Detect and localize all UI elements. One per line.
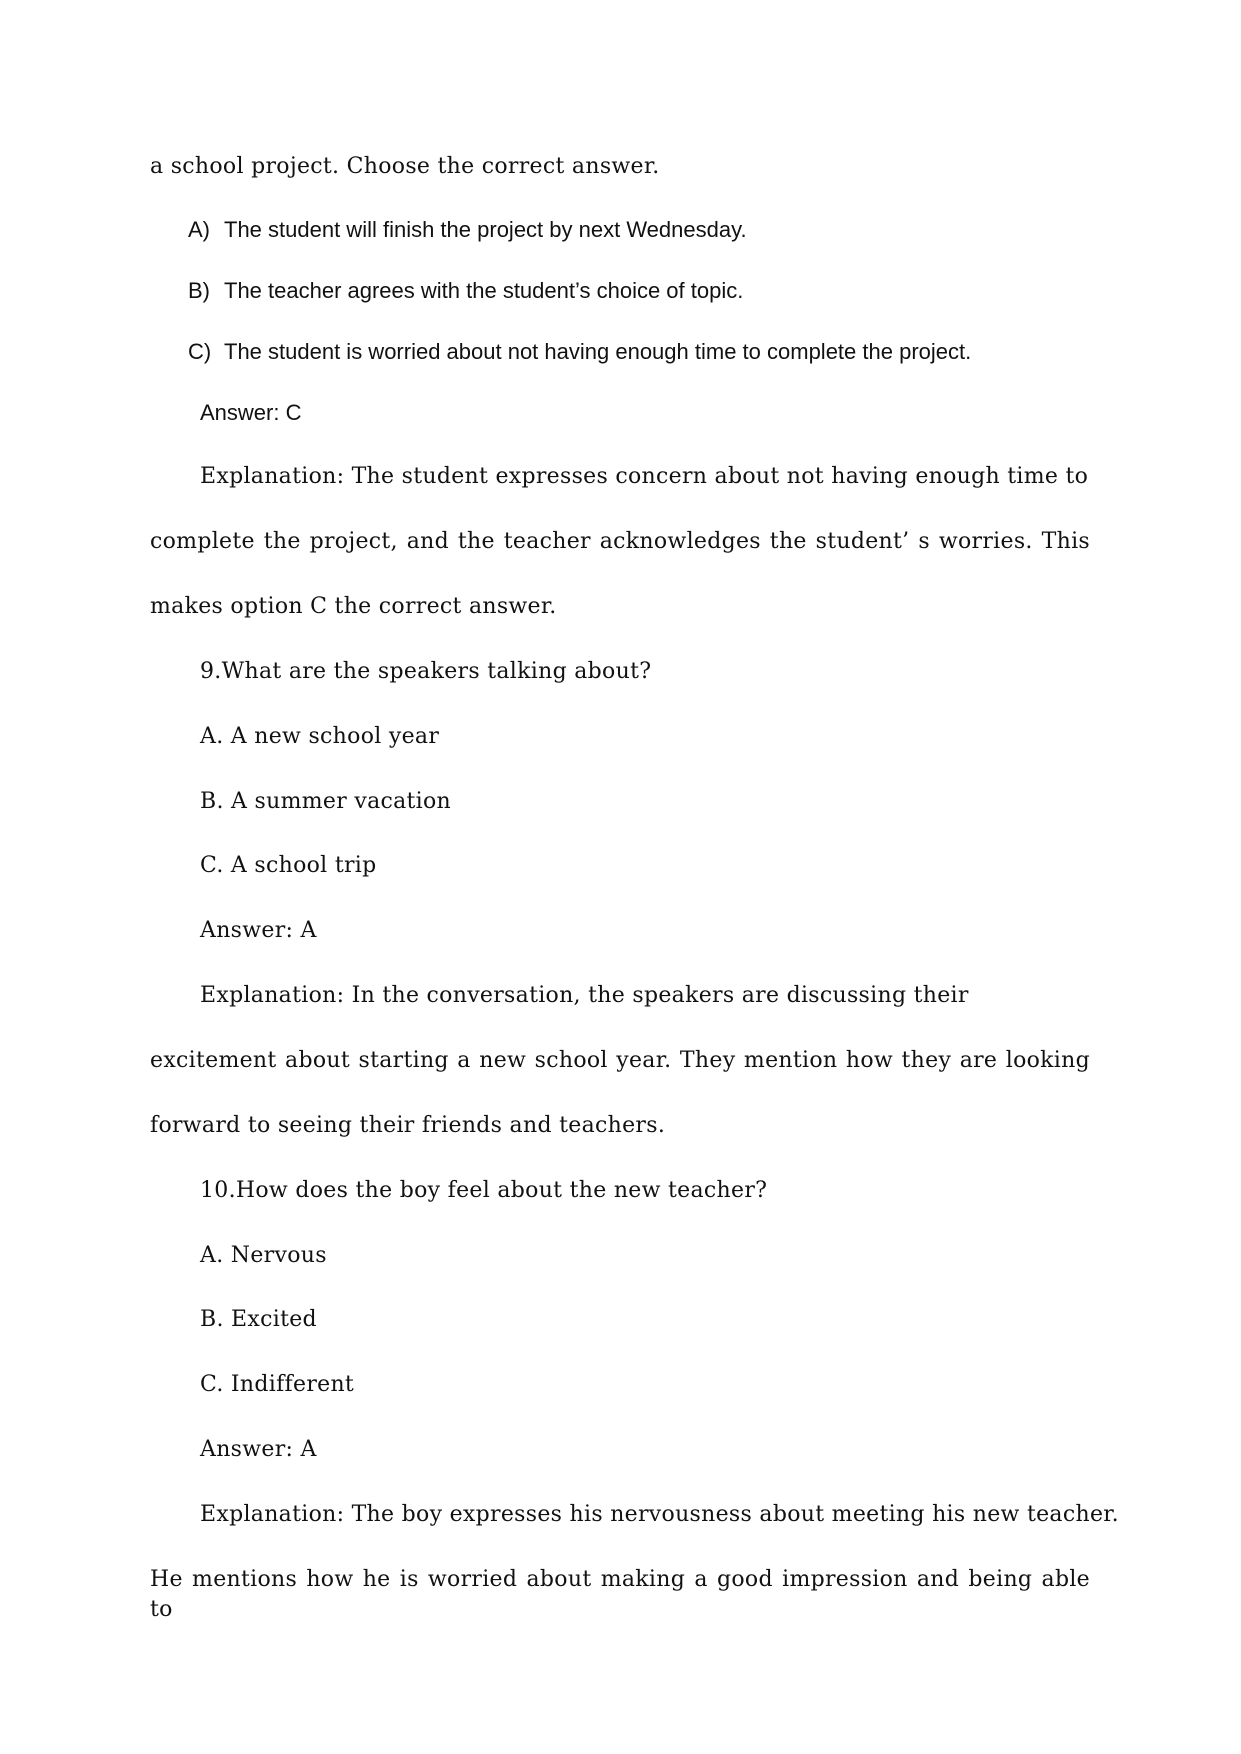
question-9-option-c: C. A school trip — [200, 853, 377, 878]
question-9-option-a: A. A new school year — [200, 724, 440, 749]
question-8-stem-tail: a school project. Choose the correct answer. — [150, 154, 660, 179]
question-10-explanation-line-1: Explanation: The boy expresses his nervousness about meeting his new teacher. — [200, 1502, 1119, 1527]
question-10-option-b: B. Excited — [200, 1307, 317, 1332]
question-9-explanation-line-1: Explanation: In the conversation, the speakers are discussing their — [200, 983, 969, 1008]
question-10-prompt: 10.How does the boy feel about the new teacher? — [200, 1178, 768, 1203]
question-9-explanation-line-3: forward to seeing their friends and teachers. — [150, 1113, 666, 1138]
question-8-explanation-line-1: Explanation: The student expresses concern about not having enough time to — [200, 464, 1089, 489]
question-8-explanation-line-2: complete the project, and the teacher acknowledges the student’ s worries. This — [150, 529, 1090, 554]
question-9-answer: Answer: A — [200, 918, 317, 943]
question-8-answer: Answer: C — [200, 400, 302, 425]
question-9-prompt: 9.What are the speakers talking about? — [200, 659, 652, 684]
option-letter: A) — [188, 217, 210, 242]
question-8-option-b — [188, 276, 743, 306]
question-10-answer: Answer: A — [200, 1437, 317, 1462]
option-text: The student will finish the project by next Wednesday. — [224, 217, 747, 242]
question-10-option-a: A. Nervous — [200, 1243, 327, 1268]
question-9-explanation-line-2: excitement about starting a new school year. They mention how they are looking — [150, 1048, 1090, 1073]
option-text: The teacher agrees with the student’s choice of topic. — [224, 278, 744, 303]
question-8-explanation-line-3: makes option C the correct answer. — [150, 594, 557, 619]
option-letter: B) — [188, 278, 210, 303]
question-10-explanation-line-2: He mentions how he is worried about making a good impression and being able to — [150, 1567, 1090, 1622]
option-text: The student is worried about not having enough time to complete the project. — [224, 339, 972, 364]
question-8-option-a — [188, 215, 747, 245]
question-10-option-c: C. Indifferent — [200, 1372, 355, 1397]
option-letter: C) — [188, 339, 212, 364]
question-9-option-b: B. A summer vacation — [200, 789, 452, 814]
question-8-option-c — [188, 337, 971, 367]
